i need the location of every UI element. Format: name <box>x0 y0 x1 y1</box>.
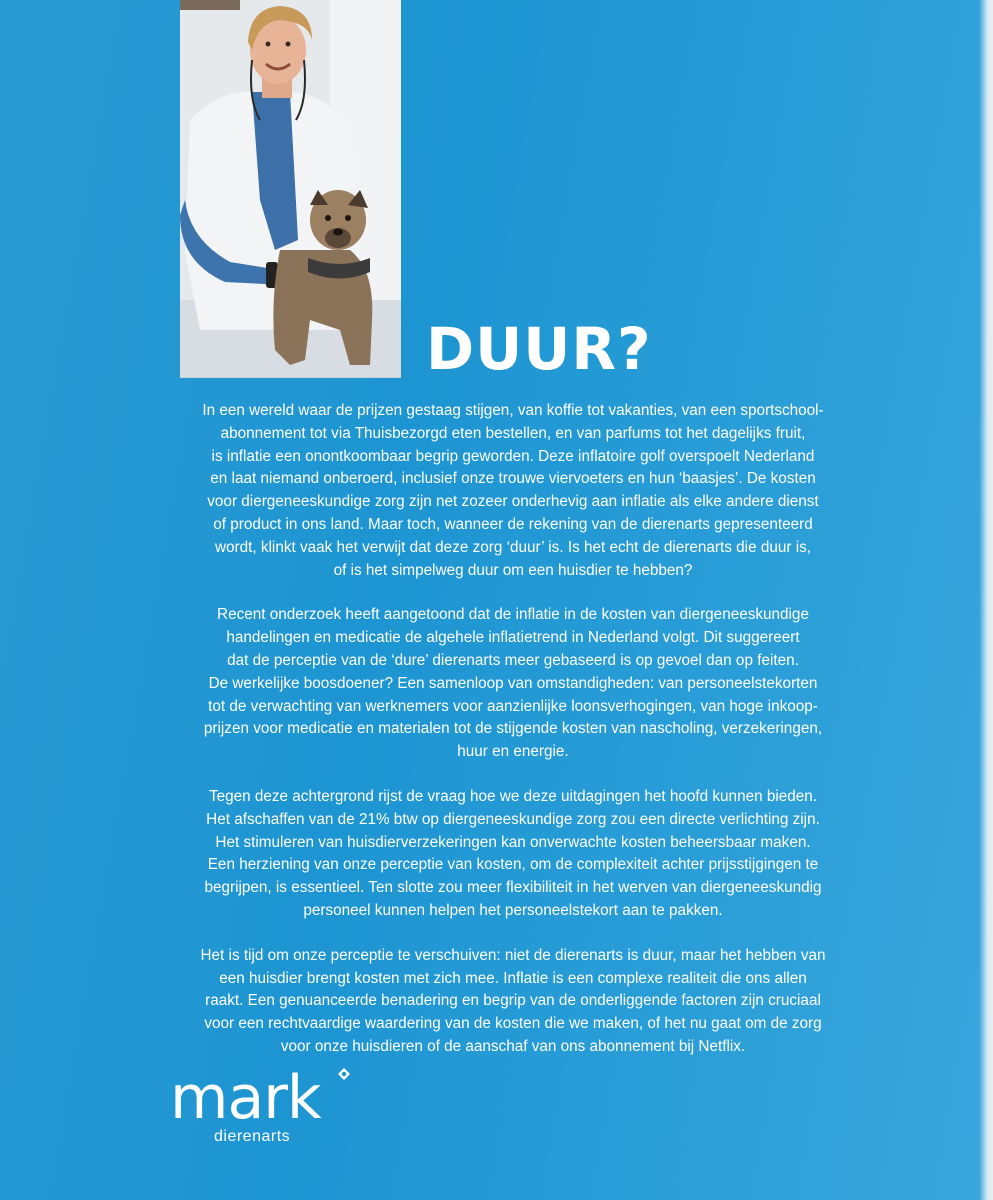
text-line: In een wereld waar de prijzen gestaag stijgen, van koffie tot vakanties, van een sportschool- <box>202 402 824 419</box>
paragraph-4 <box>173 945 853 1059</box>
vet-with-dog-photo <box>180 0 401 378</box>
text-line: Tegen deze achtergrond rijst de vraag hoe we deze uitdagingen het hoofd kunnen bieden. <box>208 787 818 805</box>
text-line: Het is tijd om onze perceptie te verschuiven: niet de dierenarts is duur, maar het hebben van <box>200 946 826 964</box>
text-line: personeel kunnen helpen het personeelstekort aan te pakken. <box>303 901 723 919</box>
text-line: abonnement tot via Thuisbezorgd eten bestellen, en van parfums tot het dagelijks fruit, <box>220 424 806 442</box>
text-line: voor diergeneeskundige zorg zijn net zozeer onderhevig aan inflatie als elke andere dienst <box>207 493 819 511</box>
text-line: dat de perceptie van de ‘dure’ dierenarts meer gebaseerd is op gevoel dan op feiten. <box>227 651 799 669</box>
text-line: prijzen voor medicatie en materialen tot de stijgende kosten van nascholing, verzekeringen, <box>203 720 823 738</box>
brand-subtitle: dierenarts <box>214 1128 291 1145</box>
text-line: en laat niemand onberoerd, inclusief onze trouwe viervoeters en hun ‘baasjes’. De kosten <box>210 470 816 488</box>
paragraph-1 <box>173 400 853 582</box>
text-line: Het afschaffen van de 21% btw op diergeneeskundige zorg zou een directe verlichting zijn. <box>206 810 820 828</box>
text-line: wordt, klinkt vaak het verwijt dat deze zorg ‘duur’ is. Is het echt de dierenarts die duur is, <box>214 538 812 556</box>
text-line: of product in ons land. Maar toch, wanneer de rekening van de dierenarts gepresenteerd <box>213 515 813 533</box>
headline: DUUR? <box>426 315 652 383</box>
text-line: huur en energie. <box>457 743 569 761</box>
text-line: voor een rechtvaardige waardering van de kosten die we maken, of het nu gaat om de zorg <box>204 1015 822 1033</box>
paw-icon <box>336 1066 352 1082</box>
text-line: Het stimuleren van huisdierverzekeringen kan onverwachte kosten beheersbaar maken. <box>215 833 811 851</box>
text-line: handelingen en medicatie de algehele inflatietrend in Nederland volgt. Dit suggereert <box>226 629 800 647</box>
text-line: voor onze huisdieren of de aanschaf van ons abonnement bij Netflix. <box>280 1037 746 1055</box>
brand-logo <box>170 1062 360 1152</box>
text-line: De werkelijke boosdoener? Een samenloop van omstandigheden: van personeelstekorten <box>208 674 818 692</box>
text-line: is inflatie een onontkoombaar begrip geworden. Deze inflatoire golf overspoelt Nederland <box>211 447 815 465</box>
text-line: Een herziening van onze perceptie van kosten, om de complexiteit achter prijsstijgingen te <box>207 856 819 874</box>
text-line: begrijpen, is essentieel. Ten slotte zou meer flexibiliteit in het werven van diergeneeskundig <box>204 879 822 897</box>
text-line: Recent onderzoek heeft aangetoond dat de inflatie in de kosten van diergeneeskundige <box>217 606 809 624</box>
text-line: tot de verwachting van werknemers voor aanzienlijke loonsverhogingen, van hoge inkoop- <box>208 697 818 715</box>
text-line: een huisdier brengt kosten met zich mee. Inflatie is een complexe realiteit die ons allen <box>219 969 807 987</box>
paragraph-3 <box>173 786 853 923</box>
page-edge <box>979 0 993 1200</box>
text-line: of is het simpelweg duur om een huisdier te hebben? <box>333 561 693 579</box>
paragraph-2 <box>173 604 853 764</box>
article-body <box>173 400 853 1081</box>
brand-name: mark <box>170 1063 321 1133</box>
text-line: raakt. Een genuanceerde benadering en begrip van de onderliggende factoren zijn cruciaal <box>205 992 821 1010</box>
